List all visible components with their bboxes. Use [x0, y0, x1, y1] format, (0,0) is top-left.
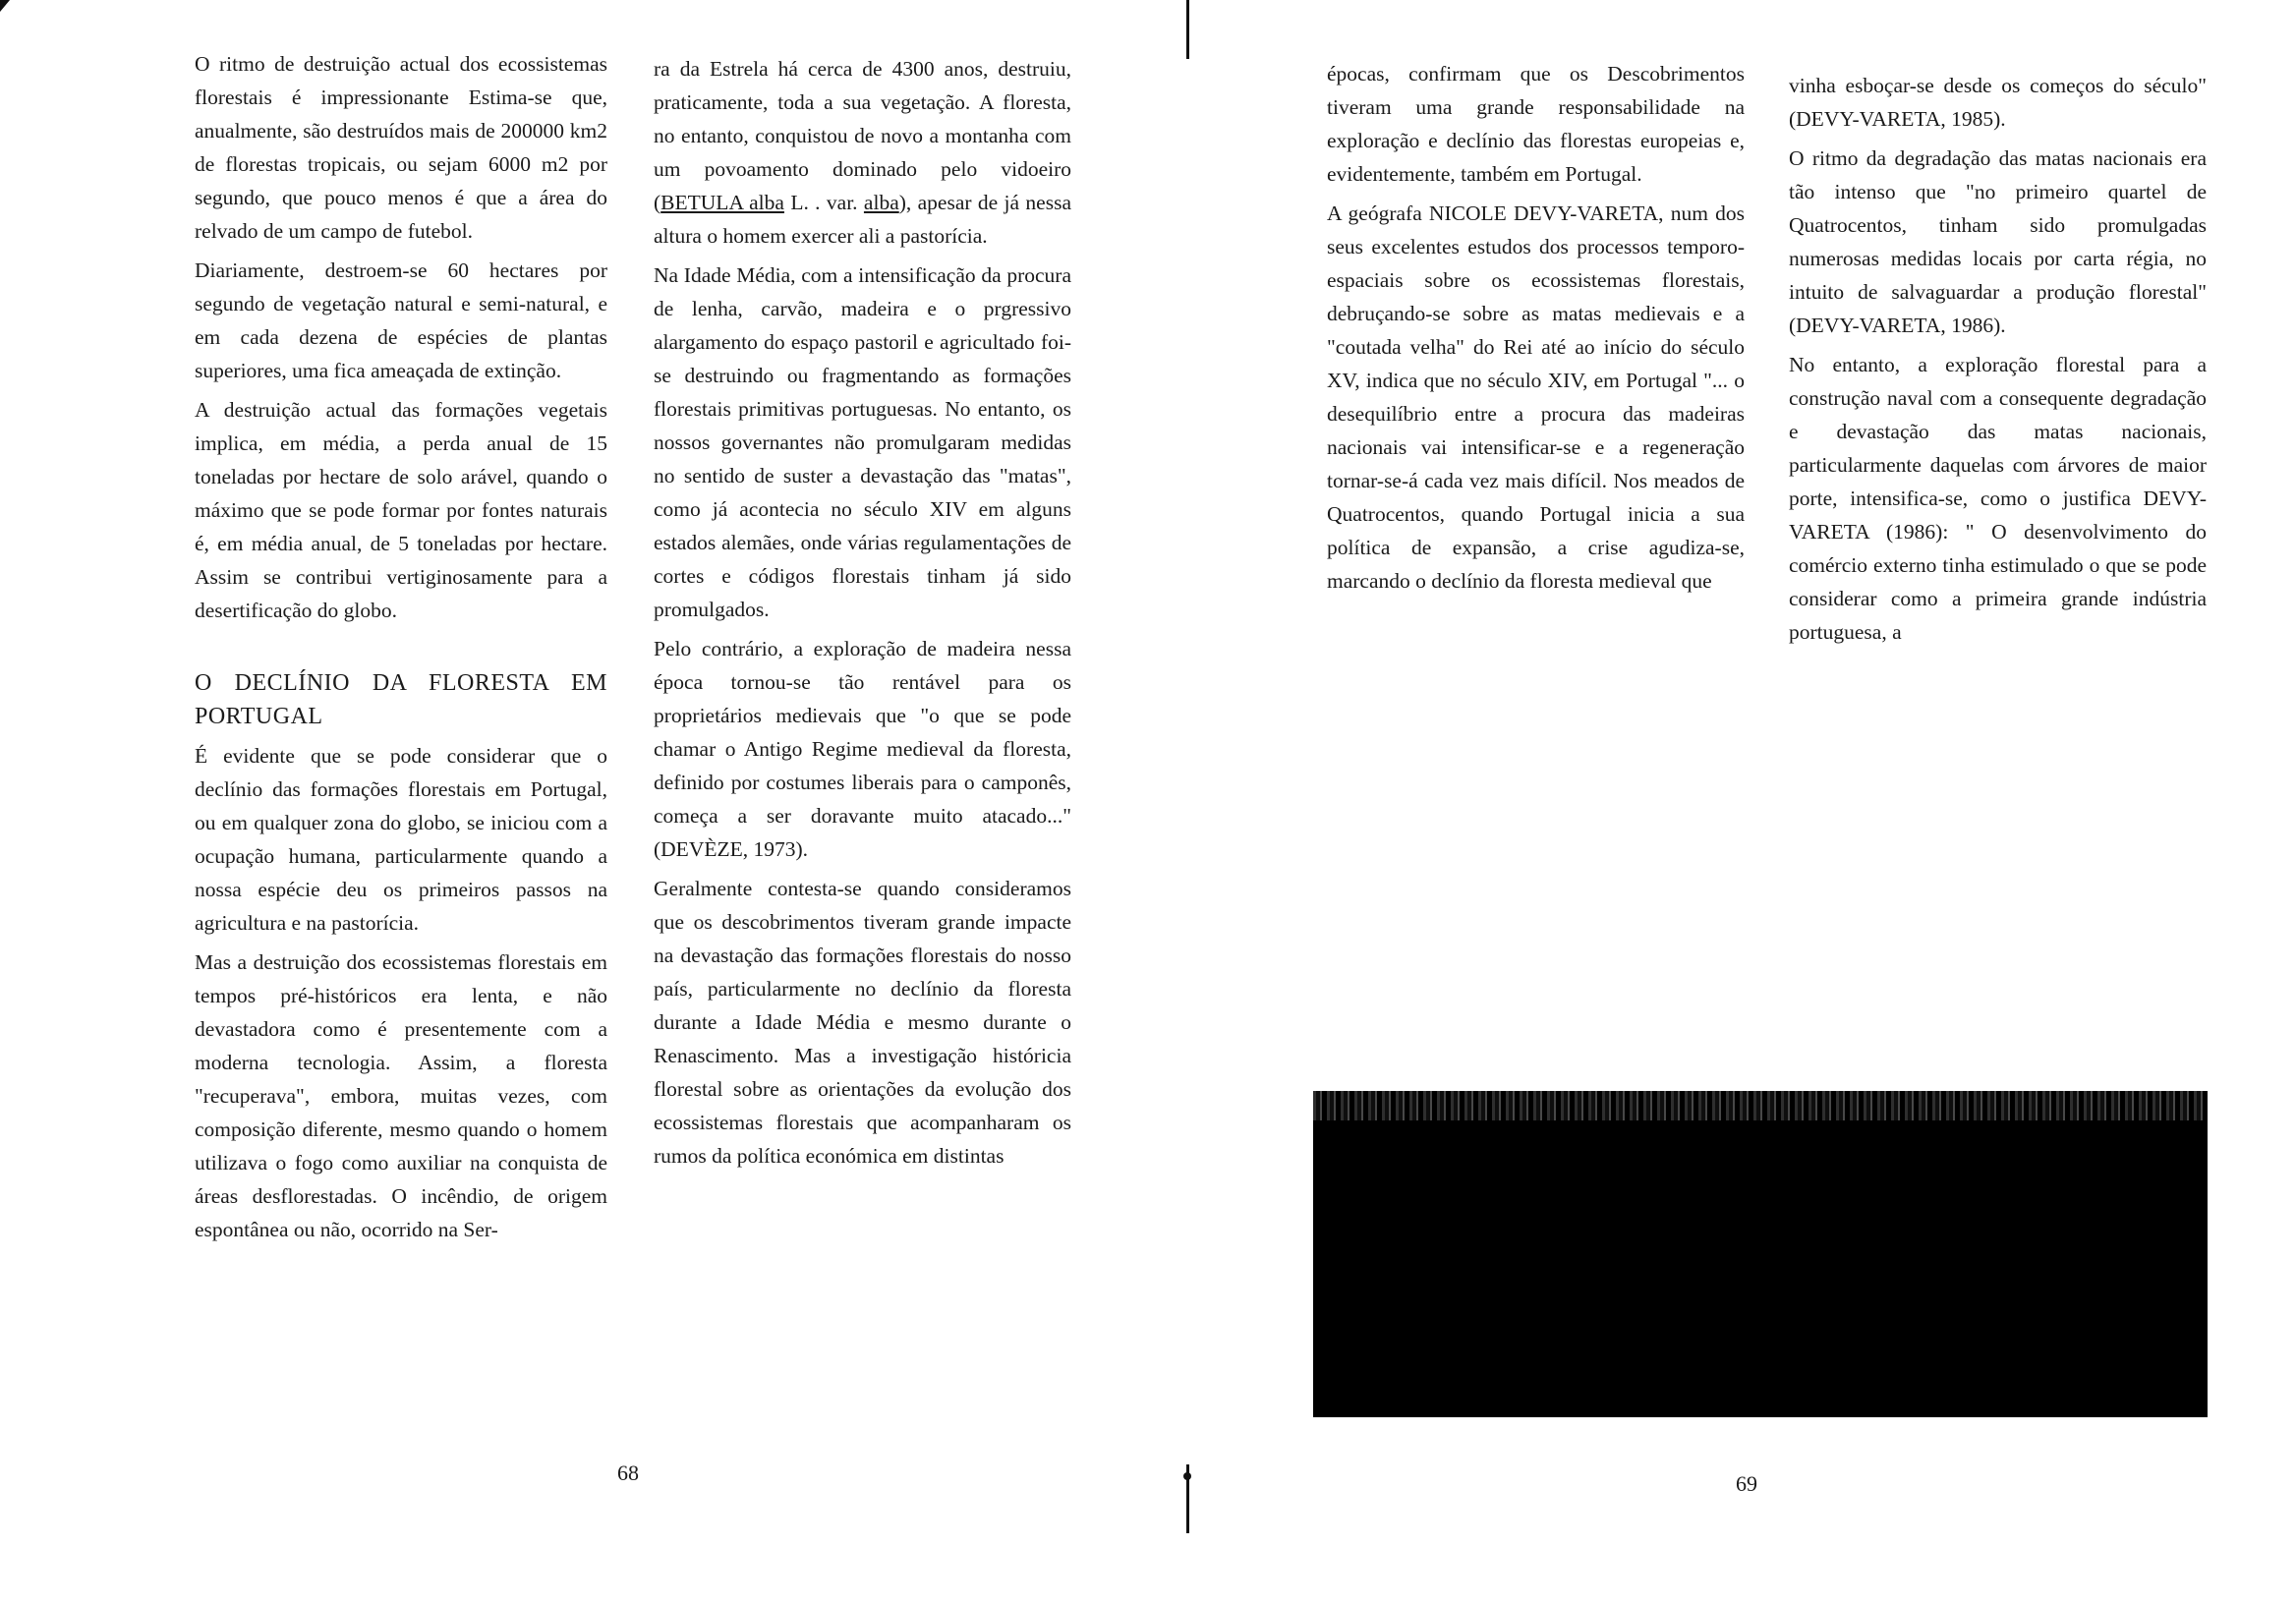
- paragraph: O ritmo de destruição actual dos ecossistemas florestais é impressionante Estima-se que, anualmente, são destruídos mais de 200000 km2 de florestas tropicais, ou sejam 6000 m2 por segundo, que pouco menos é que a área do relvado de um campo de futebol.: [195, 52, 607, 243]
- paragraph: Geralmente contesta-se quando consideramos que os descobrimentos tiveram grande impacte na devastação das formações florestais do nosso país, particularmente no declínio da floresta durante a Idade Média e mesmo durante o Renascimento. Mas a investigação históricia florestal sobre as orientações da evolução dos ecossistemas florestais que acompanharam os rumos da política económica em distintas: [654, 877, 1071, 1168]
- section-heading: O DECLÍNIO DA FLORESTA EM PORTUGAL: [195, 670, 607, 729]
- text-run: ), apesar de já nessa altura o homem exercer ali a pastorícia.: [654, 191, 1071, 248]
- paragraph: Pelo contrário, a exploração de madeira nessa época tornou-se tão rentável para os proprietários medievais que "o que se pode chamar o Antigo Regime medieval da floresta, definido por costumes liberais para o camponês, começa a ser doravante muito atacado..." (DEVÈZE, 1973).: [654, 637, 1071, 861]
- paragraph: O ritmo da degradação das matas nacionais era tão intenso que "no primeiro quartel de Quatrocentos, tinham sido promulgadas numerosas medidas locais por carta régia, no intuito de salvaguardar a produção florestal" (DEVY-VARETA, 1986).: [1789, 146, 2207, 337]
- page-number-left: 68: [617, 1461, 639, 1485]
- paragraph: É evidente que se pode considerar que o declínio das formações florestais em Portugal, ou em qualquer zona do globo, se iniciou com a ocupação humana, particularmente quando a nossa espécie deu os primeiros passos na agricultura e na pastorícia.: [195, 744, 607, 935]
- paragraph: A geógrafa NICOLE DEVY-VARETA, num dos seus excelentes estudos dos processos temporo-espaciais sobre os ecossistemas florestais, debruçando-se sobre as matas medievais e a "coutada velha" do Rei até ao início do século XV, indica que no século XIV, em Portugal "... o desequilíbrio entre a procura das madeiras nacionais vai intensificar-se e a regeneração tornar-se-á cada vez mais difícil. Nos meados de Quatrocentos, quando Portugal inicia a sua política de expansão, a crise agudiza-se, marcando o declínio da floresta medieval que: [1327, 201, 1745, 593]
- paragraph: vinha esboçar-se desde os começos do século" (DEVY-VARETA, 1985).: [1789, 74, 2207, 131]
- page-number-right: 69: [1736, 1471, 1757, 1496]
- text-run: L. . var.: [783, 191, 864, 214]
- species-name: BETULA alba: [660, 191, 784, 214]
- photo-horizon-texture: [1313, 1091, 2208, 1120]
- left-column-1: [195, 47, 607, 1252]
- right-column-1: [1327, 57, 1745, 603]
- dark-photograph: [1313, 1091, 2208, 1417]
- paragraph: Mas a destruição dos ecossistemas florestais em tempos pré-históricos era lenta, e não devastadora como é presentemente com a moderna tecnologia. Assim, a floresta "recuperava", embora, muitas vezes, com composição diferente, mesmo quando o homem utilizava o fogo como auxiliar na conquista de áreas desflorestadas. O incêndio, de origem espontânea ou não, ocorrido na Ser-: [195, 950, 607, 1241]
- left-column-2: [654, 52, 1071, 1178]
- paragraph: [654, 52, 1071, 253]
- paragraph: No entanto, a exploração florestal para a construção naval com a consequente degradação e devastação das matas nacionais, particularmente daquelas com árvores de maior porte, intensifica-se, como o justifica DEVY-VARETA (1986): " O desenvolvimento do comércio externo tinha estimulado o que se pode considerar como a primeira grande indústria portuguesa, a: [1789, 353, 2207, 644]
- right-column-2: [1789, 69, 2207, 655]
- paragraph: épocas, confirmam que os Descobrimentos tiveram uma grande responsabilidade na exploração e declínio das florestas europeias e, evidentemente, também em Portugal.: [1327, 62, 1745, 186]
- paragraph: Na Idade Média, com a intensificação da procura de lenha, carvão, madeira e o prgressivo alargamento do espaço pastoril e agricultado foi-se destruindo ou fragmentando as formações florestais primitivas portuguesas. No entanto, os nossos governantes não promulgaram medidas no sentido de suster a devastação das "matas", como já acontecia no século XIV em alguns estados alemães, onde várias regulamentações de cortes e códigos florestais tinham já sido promulgados.: [654, 263, 1071, 621]
- text-run: ra da Estrela há cerca de 4300 anos, destruiu, praticamente, toda a sua vegetação. A floresta, no entanto, conquistou de novo a montanha com um povoamento dominado pelo vidoeiro (: [654, 57, 1071, 214]
- paragraph: Diariamente, destroem-se 60 hectares por segundo de vegetação natural e semi-natural, e em cada dezena de espécies de plantas superiores, uma fica ameaçada de extinção.: [195, 258, 607, 382]
- paragraph: A destruição actual das formações vegetais implica, em média, a perda anual de 15 toneladas por hectare de solo arável, quando o máximo que se pode formar por fontes naturais é, em média anual, de 5 toneladas por hectare. Assim se contribui vertiginosamente para a desertificação do globo.: [195, 398, 607, 622]
- variety-name: alba: [863, 191, 899, 214]
